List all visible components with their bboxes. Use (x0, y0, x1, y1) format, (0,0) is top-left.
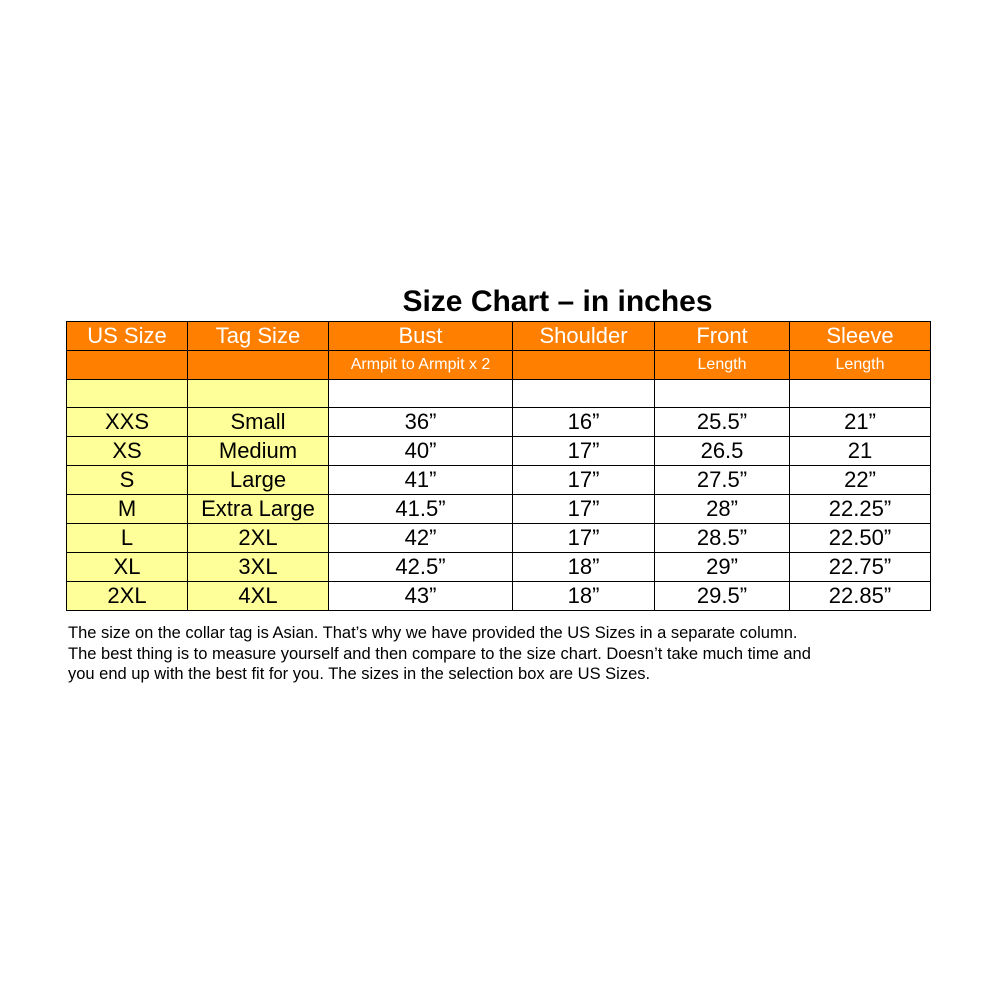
column-header-tag-size: Tag Size (188, 322, 329, 351)
bust-cell: 36” (329, 408, 513, 437)
subheader-shoulder (513, 351, 655, 380)
subheader-sleeve: Length (790, 351, 931, 380)
column-header-bust: Bust (329, 322, 513, 351)
us-size-cell: S (67, 466, 188, 495)
front-length-cell: 28.5” (655, 524, 790, 553)
spacer-cell (67, 380, 188, 408)
sleeve-length-cell: 21” (790, 408, 931, 437)
front-length-cell: 25.5” (655, 408, 790, 437)
us-size-cell: XXS (67, 408, 188, 437)
table-row (67, 582, 931, 611)
spacer-cell (655, 380, 790, 408)
tag-size-cell: 3XL (188, 553, 329, 582)
spacer-cell (790, 380, 931, 408)
front-length-cell: 28” (655, 495, 790, 524)
subheader-row (67, 351, 931, 380)
shoulder-cell: 17” (513, 495, 655, 524)
tag-size-cell: Medium (188, 437, 329, 466)
us-size-cell: M (67, 495, 188, 524)
table-row (67, 524, 931, 553)
sleeve-length-cell: 22.85” (790, 582, 931, 611)
spacer-cell (188, 380, 329, 408)
subheader-us-size (67, 351, 188, 380)
table-row (67, 408, 931, 437)
shoulder-cell: 18” (513, 582, 655, 611)
front-length-cell: 29” (655, 553, 790, 582)
front-length-cell: 27.5” (655, 466, 790, 495)
subheader-tag-size (188, 351, 329, 380)
note-line: you end up with the best fit for you. The sizes in the selection box are US Sizes. (68, 665, 651, 683)
spacer-cell (329, 380, 513, 408)
shoulder-cell: 17” (513, 466, 655, 495)
front-length-cell: 26.5 (655, 437, 790, 466)
spacer-row (67, 380, 931, 408)
subheader-bust: Armpit to Armpit x 2 (329, 351, 513, 380)
column-header-us-size: US Size (67, 322, 188, 351)
column-header-front: Front (655, 322, 790, 351)
front-length-cell: 29.5” (655, 582, 790, 611)
header-row (67, 322, 931, 351)
us-size-cell: XS (67, 437, 188, 466)
tag-size-cell: Large (188, 466, 329, 495)
note-line: The best thing is to measure yourself and then compare to the size chart. Doesn’t take much time and (68, 644, 811, 663)
column-header-shoulder: Shoulder (513, 322, 655, 351)
us-size-cell: XL (67, 553, 188, 582)
subheader-front: Length (655, 351, 790, 380)
size-note (68, 623, 938, 685)
bust-cell: 42.5” (329, 553, 513, 582)
note-line: The size on the collar tag is Asian. That’s why we have provided the US Sizes in a separate column. (68, 624, 798, 642)
us-size-cell: 2XL (67, 582, 188, 611)
sleeve-length-cell: 22.50” (790, 524, 931, 553)
bust-cell: 40” (329, 437, 513, 466)
table-row (67, 553, 931, 582)
table-row (67, 495, 931, 524)
sleeve-length-cell: 22.25” (790, 495, 931, 524)
bust-cell: 42” (329, 524, 513, 553)
sleeve-length-cell: 22” (790, 466, 931, 495)
tag-size-cell: 4XL (188, 582, 329, 611)
table-row (67, 466, 931, 495)
tag-size-cell: Extra Large (188, 495, 329, 524)
shoulder-cell: 16” (513, 408, 655, 437)
tag-size-cell: Small (188, 408, 329, 437)
column-header-sleeve: Sleeve (790, 322, 931, 351)
bust-cell: 41.5” (329, 495, 513, 524)
shoulder-cell: 18” (513, 553, 655, 582)
us-size-cell: L (67, 524, 188, 553)
table-row (67, 437, 931, 466)
shoulder-cell: 17” (513, 524, 655, 553)
sleeve-length-cell: 21 (790, 437, 931, 466)
bust-cell: 43” (329, 582, 513, 611)
page-title: Size Chart – in inches (402, 285, 713, 318)
size-chart-table (66, 321, 931, 611)
spacer-cell (513, 380, 655, 408)
tag-size-cell: 2XL (188, 524, 329, 553)
shoulder-cell: 17” (513, 437, 655, 466)
bust-cell: 41” (329, 466, 513, 495)
sleeve-length-cell: 22.75” (790, 553, 931, 582)
